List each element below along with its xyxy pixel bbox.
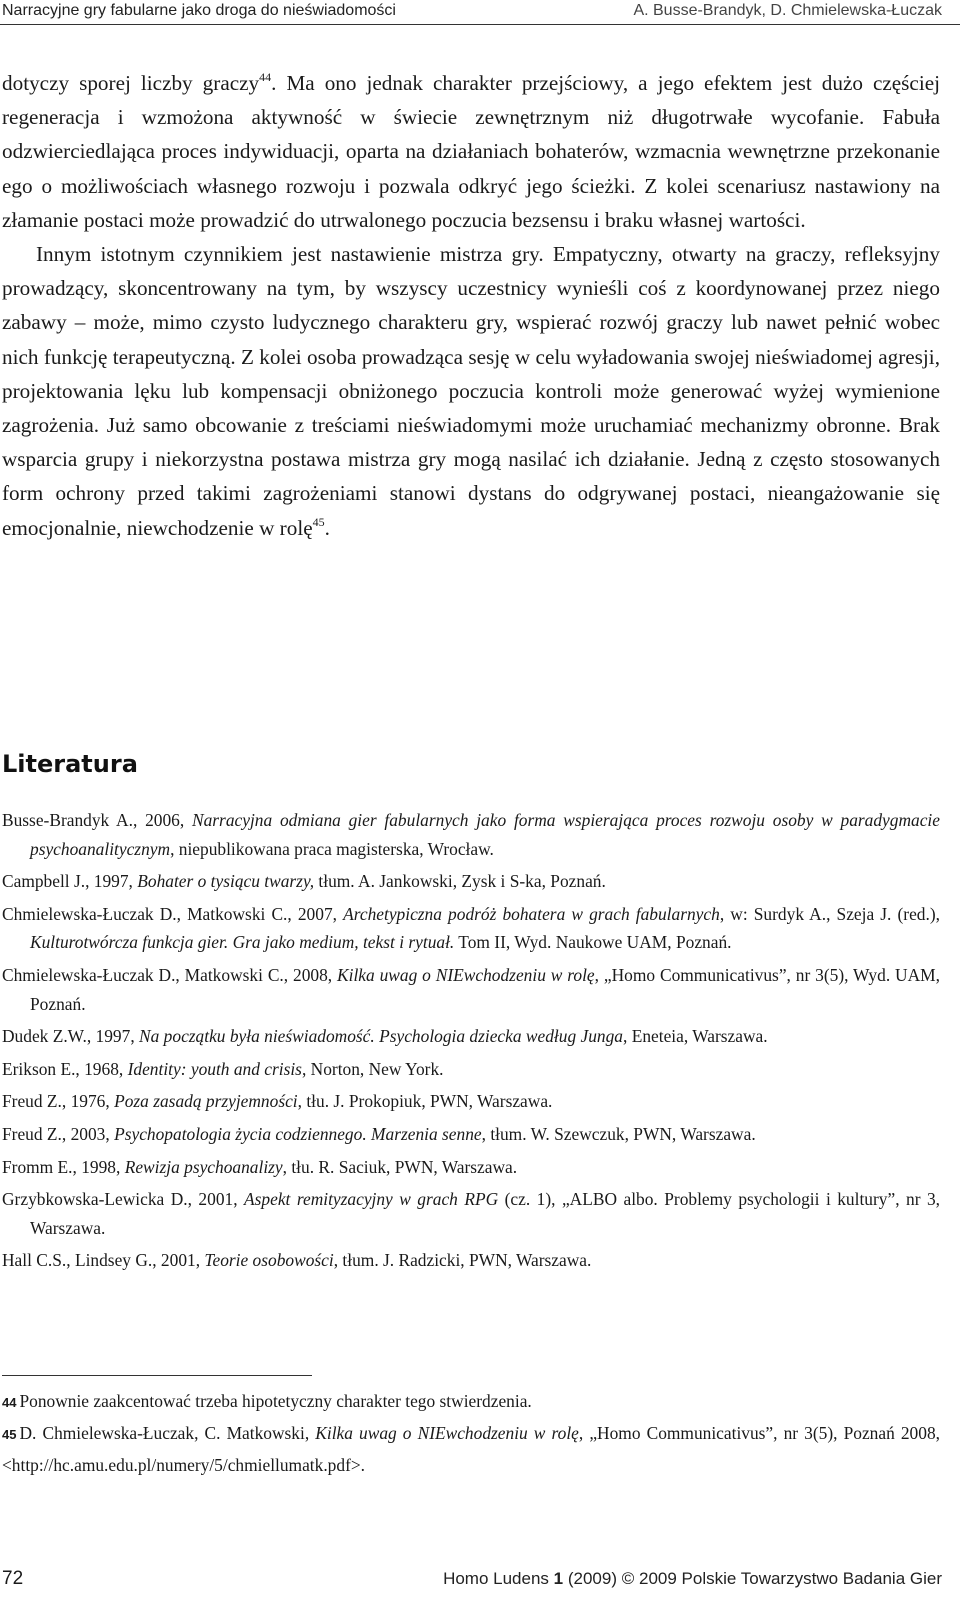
footnote-45: 45 D. Chmielewska-Łuczak, C. Matkowski, Kilka uwag o NIEwchodzeniu w rolę, „Homo Communicativus”, nr 3(5), Poznań 2008, <http://hc.amu.edu.pl/numery/5/chmiellumatk.pdf>.: [2, 1423, 940, 1475]
reference-item: Freud Z., 2003, Psychopatologia życia codziennego. Marzenia senne, tłum. W. Szewczuk, PWN, Warszawa.: [2, 1123, 756, 1144]
footnote-ref-44[interactable]: 44: [259, 70, 272, 84]
running-header: [0, 0, 960, 26]
footnote-number: 45: [2, 1427, 17, 1442]
body-text: [2, 66, 940, 545]
reference-item: Erikson E., 1968, Identity: youth and crisis, Norton, New York.: [2, 1058, 444, 1079]
footnote-link-text[interactable]: , „Homo Communicativus”, nr 3(5), Poznań 2008, <http://hc.amu.edu.pl/numery/5/chmiellumatk.pdf>.: [2, 1423, 940, 1475]
header-authors: A. Busse-Brandyk, D. Chmielewska-Łuczak: [633, 2, 942, 19]
paragraph-1: [2, 66, 940, 237]
page-number: 72: [2, 1568, 24, 1589]
page-footer: [0, 1566, 960, 1594]
journal-info: [443, 1566, 942, 1592]
paragraph-2-end: .: [324, 515, 330, 540]
reference-item: Campbell J., 1997, Bohater o tysiącu twarzy, tłum. A. Jankowski, Zysk i S-ka, Poznań.: [2, 871, 606, 892]
journal-name: Homo Ludens: [443, 1569, 549, 1588]
paragraph-1-start: dotyczy sporej liczby graczy: [2, 71, 260, 95]
reference-item: Grzybkowska-Lewicka D., 2001, Aspekt remityzacyjny w grach RPG (cz. 1), „ALBO albo. Problemy psychologii i kultury”, nr 3, Warszawa.: [2, 1189, 940, 1238]
paragraph-1-rest: . Ma ono jednak charakter przejściowy, a jego efektem jest dużo częściej regeneracja i wzmożona aktywność w świecie zewnętrznym niż długotrwałe wycofanie. Fabuła odzwierciedlająca proces indywiduacji, oparta na działaniach bohaterów, wzmacnia wewnętrzne przekonanie ego o możliwościach własnego rozwoju i pozwala odkryć jego ścieżki. Z kolei scenariusz nastawiony na złamanie postaci może prowadzić do utrwalonego poczucia bezsensu i braku własnej wartości.: [2, 71, 940, 232]
reference-list: [2, 806, 940, 1279]
journal-copyright: © 2009 Polskie Towarzystwo Badania Gier: [621, 1569, 942, 1588]
reference-item: Freud Z., 1976, Poza zasadą przyjemności, tłu. J. Prokopiuk, PWN, Warszawa.: [2, 1091, 553, 1112]
footnote-rule: [2, 1375, 312, 1376]
paragraph-2: [2, 237, 940, 545]
journal-year: (2009): [567, 1569, 617, 1588]
reference-item: Fromm E., 1998, Rewizja psychoanalizy, tłu. R. Saciuk, PWN, Warszawa.: [2, 1156, 518, 1177]
footnote-ref-45[interactable]: 45: [312, 514, 325, 529]
reference-item: Chmielewska-Łuczak D., Matkowski C., 2008, Kilka uwag o NIEwchodzeniu w rolę, „Homo Communicativus”, nr 3(5), Wyd. UAM, Poznań.: [2, 964, 940, 1014]
footnote-number: 44: [2, 1395, 17, 1410]
journal-issue: 1: [553, 1569, 564, 1588]
header-title: Narracyjne gry fabularne jako droga do nieświadomości: [2, 2, 396, 19]
reference-item: Busse-Brandyk A., 2006, Narracyjna odmiana gier fabularnych jako forma wspierająca proces rozwoju osoby w paradygmacie psychoanalitycznym, niepublikowana praca magisterska, Wrocław.: [2, 810, 940, 859]
reference-item: Chmielewska-Łuczak D., Matkowski C., 2007, Archetypiczna podróż bohatera w grach fabularnych, w: Surdyk A., Szeja J. (red.), Kulturotwórcza funkcja gier. Gra jako medium, tekst i rytuał. Tom II, Wyd. Naukowe UAM, Poznań.: [2, 903, 940, 953]
footnotes: [2, 1386, 940, 1480]
literature-heading: Literatura: [2, 750, 138, 778]
header-rule: [0, 24, 960, 25]
reference-item: Hall C.S., Lindsey G., 2001, Teorie osobowości, tłum. J. Radzicki, PWN, Warszawa.: [2, 1250, 592, 1271]
reference-item: Dudek Z.W., 1997, Na początku była nieświadomość. Psychologia dziecka według Junga, Eneteia, Warszawa.: [2, 1026, 768, 1047]
paragraph-2-text: Innym istotnym czynnikiem jest nastawienie mistrza gry. Empatyczny, otwarty na graczy, refleksyjny prowadzący, skoncentrowany na tym, by wszyscy uczestnicy wynieśli coś z koordynowanej przez niego zabawy – może, mimo czysto ludycznego charakteru gry, wspierać rozwój graczy lub nawet pełnić wobec nich funkcję terapeutyczną. Z kolei osoba prowadząca sesję w celu wyładowania swojej nieświadomej agresji, projektowania lęku lub kompensacji obniżonego poczucia kontroli może generować wyżej wymienione zagrożenia. Już samo obcowanie z treściami nieświadomymi może uruchamiać mechanizmy obronne. Brak wsparcia grupy i niekorzystna postawa mistrza gry mogą nasilać ich działanie. Jedną z często stosowanych form ochrony przed takimi zagrożeniami stanowi dystans do odgrywanej postaci, nieangażowanie się emocjonalnie, niewchodzenie w rolę: [2, 242, 940, 540]
footnote-44: 44 Ponownie zaakcentować trzeba hipotetyczny charakter tego stwierdzenia.: [2, 1391, 532, 1411]
